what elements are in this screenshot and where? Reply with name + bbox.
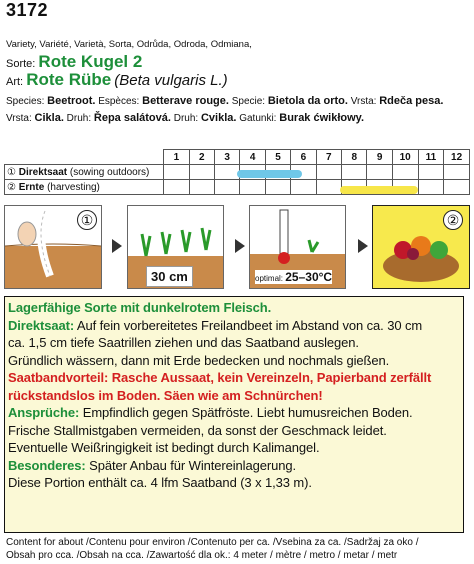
content-footer: Content for about /Contenu pour environ /Contenuto per ca. /Vsebina za ca. /Sadržaj za oko / Obsah pro cca. /Obsah na cca. /Zawartość dla ok.: 4 meter / mètre / metro / metar / metr <box>6 537 419 561</box>
arrow-right-icon <box>358 239 368 253</box>
harvest-period-bar <box>340 186 418 194</box>
art-name: Rote Rübe <box>26 70 112 89</box>
calendar-row-harvest: ② Ernte (harvesting) <box>5 180 470 195</box>
step-harvest-image <box>372 205 470 289</box>
step-sowing-image <box>4 205 102 289</box>
description-line: ca. 1,5 cm tiefe Saatrillen ziehen und das Saatband auslegen. <box>8 335 359 350</box>
step-1-marker: ① <box>77 210 97 230</box>
calendar-row-sowing: ① Direktsaat (sowing outdoors) <box>5 165 470 180</box>
product-code: 3172 <box>6 0 49 20</box>
latin-name: (Beta vulgaris L.) <box>114 72 228 89</box>
description-headline: Lagerfähige Sorte mit dunkelrotem Fleisch. <box>8 300 272 315</box>
calendar-months-row: 1 2 3 4 5 6 7 8 9 10 11 12 <box>5 150 470 165</box>
arrow-right-icon <box>112 239 122 253</box>
sowing-period-bar <box>237 170 302 178</box>
seed-tape-advantage: Saatbandvorteil: Rasche Aussaat, kein Vereinzeln, Papierband zerfällt <box>8 370 432 385</box>
step-watering-image <box>249 205 346 289</box>
description-box <box>4 296 464 533</box>
sorte-name: Rote Kugel 2 <box>38 52 143 71</box>
arrow-right-icon <box>235 239 245 253</box>
step-growing-image <box>127 205 224 289</box>
seed-tape-advantage-cont: rückstandslos im Boden. Säen wie am Schnürchen! <box>8 387 323 403</box>
temperature-label: optimal: 25–30°C <box>255 270 333 284</box>
description-line: Frische Stallmistgaben vermeiden, da sonst der Geschmack leidet. <box>8 422 387 438</box>
spacing-label: 30 cm <box>146 266 193 287</box>
species-name: Art: Rote Rübe (Beta vulgaris L.) <box>6 70 228 89</box>
special-line: Besonderes: Später Anbau für Wintereinlagerung. <box>8 457 296 473</box>
portion-line: Diese Portion enthält ca. 4 lfm Saatband (3 x 1,33 m). <box>8 475 312 490</box>
direktsaat-line: Direktsaat: Auf fein vorbereitetes Freilandbeet im Abstand von ca. 30 cm <box>8 317 423 333</box>
variety-line: Variety, Variété, Varietà, Sorta, Odrůda, Odroda, Odmiana, <box>6 39 252 50</box>
species-translations-1: Species: Beetroot. Espèces: Betterave rouge. Specie: Bietola da orto. Vrsta: Rdeča pesa. <box>6 95 444 107</box>
requirements-line: Ansprüche: Empfindlich gegen Spätfröste. Liebt humusreichen Boden. <box>8 405 413 420</box>
species-translations-2: Vrsta: Cikla. Druh: Řepa salátová. Druh: Cvikla. Gatunki: Burak ćwikłowy. <box>6 112 365 124</box>
description-line: Eventuelle Weißringigkeit ist bedingt durch Kalimangel. <box>8 440 320 455</box>
description-line: Gründlich wässern, dann mit Erde bedecken und nochmals gießen. <box>8 352 390 368</box>
step-2-marker: ② <box>443 210 463 230</box>
variety-name: Sorte: Rote Kugel 2 <box>6 52 143 71</box>
